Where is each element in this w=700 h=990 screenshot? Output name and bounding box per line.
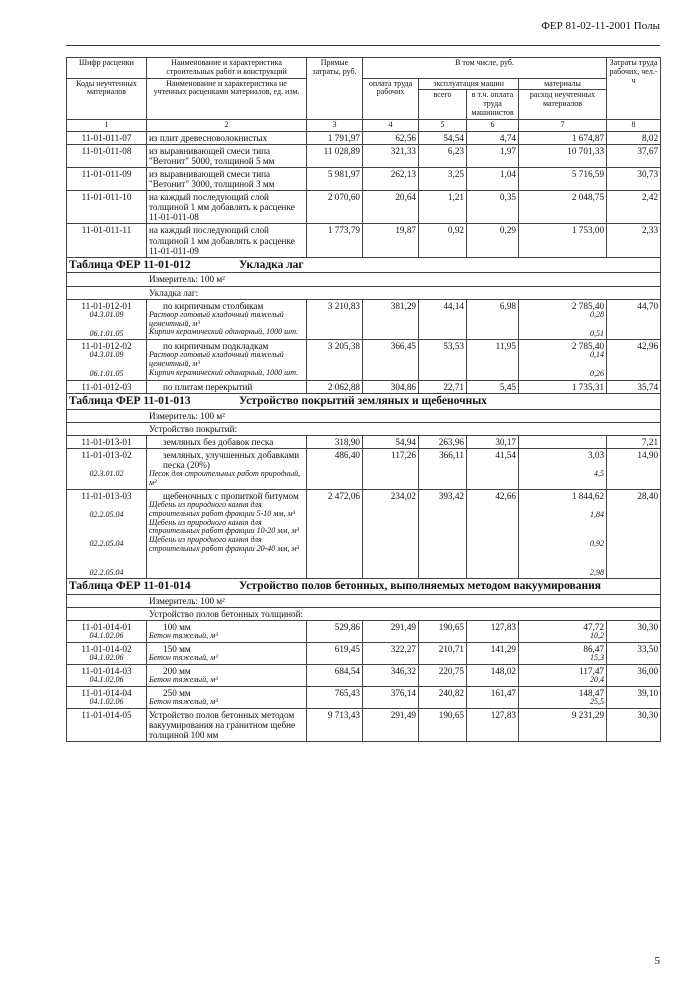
col-name-top: Наименование и характеристика строительных работ и конструкций — [147, 58, 307, 79]
direct-cost: 486,40 — [307, 449, 363, 490]
rate-code: 11-01-013-02 02.3.01.02 — [67, 449, 147, 490]
direct-cost: 2 062,88 — [307, 381, 363, 394]
col-mat-unaccounted: расход неучтенных материалов — [519, 90, 607, 119]
col-labor: оплата труда рабочих — [363, 78, 419, 119]
material-qty: 0,28 — [590, 309, 605, 319]
material-name: Бетон тяжелый, м³ — [149, 631, 218, 641]
table-row — [67, 489, 661, 579]
labor-pay: 376,14 — [363, 687, 419, 709]
labor-cost: 42,96 — [607, 340, 661, 381]
rate-name: на каждый последующий слой толщиной 1 мм добавлять к расценке 11-01-011-09 — [147, 224, 307, 257]
materials: 1 735,31 — [519, 381, 607, 394]
direct-cost: 619,45 — [307, 643, 363, 665]
rate-name: 100 мм Бетон тяжелый, м³ — [147, 621, 307, 643]
rate-code: 11-01-014-02 04.1.02.06 — [67, 643, 147, 665]
table-row — [67, 167, 661, 190]
section-row — [67, 286, 661, 299]
machines-total: 1,21 — [419, 191, 467, 224]
direct-cost: 9 713,43 — [307, 708, 363, 741]
measure-row — [67, 273, 661, 286]
labor-pay: 322,27 — [363, 643, 419, 665]
direct-cost: 11 028,89 — [307, 144, 363, 167]
material-qty: 0,92 — [590, 538, 605, 548]
rate-name: земляных без добавок песка — [147, 436, 307, 449]
labor-pay: 54,94 — [363, 436, 419, 449]
col-incl-drivers: в т.ч. оплата труда машинистов — [467, 90, 519, 119]
materials: 1 674,87 — [519, 131, 607, 144]
material-code: 04.1.02.06 — [89, 697, 124, 707]
material-qty: 2,98 — [590, 567, 605, 577]
drivers-pay: 1,97 — [467, 144, 519, 167]
header-divider — [66, 45, 660, 46]
table-row — [67, 621, 661, 643]
section-row — [67, 422, 661, 435]
rate-name: из выравнивающей смеси типа "Ветонит" 3000, толщиной 3 мм — [147, 167, 307, 190]
machines-total: 53,53 — [419, 340, 467, 381]
labor-pay: 262,13 — [363, 167, 419, 190]
materials: 2 785,40 0,14 0,26 — [519, 340, 607, 381]
col-num: 2 — [147, 119, 307, 131]
rates-table — [66, 57, 661, 742]
materials: 86,47 15,3 — [519, 643, 607, 665]
direct-cost: 765,43 — [307, 687, 363, 709]
rate-name: по плитам перекрытий — [147, 381, 307, 394]
table-row — [67, 144, 661, 167]
measure-row — [67, 595, 661, 608]
material-qty: 4,5 — [594, 469, 605, 479]
col-total: всего — [419, 90, 467, 119]
material-name: Песок для строительных работ природный, м³ — [149, 469, 301, 488]
rate-code: 11-01-011-11 — [67, 224, 147, 257]
material-name: Раствор готовый кладочный тяжелый цементный, м³ — [149, 309, 284, 328]
machines-total: 190,65 — [419, 708, 467, 741]
rate-name: земляных, улучшенных добавками песка (20%) Песок для строительных работ природный, м³ — [147, 449, 307, 490]
labor-pay: 304,86 — [363, 381, 419, 394]
machines-total: 0,92 — [419, 224, 467, 257]
machines-total: 54,54 — [419, 131, 467, 144]
drivers-pay: 6,98 — [467, 299, 519, 340]
labor-pay: 20,64 — [363, 191, 419, 224]
table-heading-row — [67, 579, 661, 595]
labor-cost: 2,42 — [607, 191, 661, 224]
rate-name: 200 мм Бетон тяжелый, м³ — [147, 665, 307, 687]
table-heading — [67, 579, 661, 595]
direct-cost: 2 070,60 — [307, 191, 363, 224]
materials: 10 701,33 — [519, 144, 607, 167]
drivers-pay: 161,47 — [467, 687, 519, 709]
labor-cost: 2,33 — [607, 224, 661, 257]
section-title: Устройство покрытий: — [67, 422, 661, 435]
labor-pay: 346,32 — [363, 665, 419, 687]
material-name: Кирпич керамический одинарный, 1000 шт. — [149, 368, 299, 378]
page-header-title: ФЕР 81-02-11-2001 Полы — [541, 20, 660, 32]
labor-cost: 28,40 — [607, 489, 661, 579]
materials: 5 716,59 — [519, 167, 607, 190]
material-code: 02.2.05.04 — [89, 567, 124, 577]
material-name: Бетон тяжелый, м³ — [149, 697, 218, 707]
labor-cost: 44,70 — [607, 299, 661, 340]
direct-cost: 1 791,97 — [307, 131, 363, 144]
machines-total: 366,11 — [419, 449, 467, 490]
col-num: 4 — [363, 119, 419, 131]
drivers-pay: 127,83 — [467, 708, 519, 741]
col-num: 5 — [419, 119, 467, 131]
material-qty: 10,2 — [590, 631, 605, 641]
col-materials: материалы — [519, 78, 607, 90]
drivers-pay: 1,04 — [467, 167, 519, 190]
labor-cost: 36,00 — [607, 665, 661, 687]
labor-cost: 37,67 — [607, 144, 661, 167]
machines-total: 6,23 — [419, 144, 467, 167]
table-row — [67, 191, 661, 224]
rate-code: 11-01-012-03 — [67, 381, 147, 394]
table-row — [67, 708, 661, 741]
table-title: Устройство полов бетонных, выполняемых методом вакуумирования — [239, 580, 601, 593]
materials: 2 048,75 — [519, 191, 607, 224]
drivers-pay: 11,95 — [467, 340, 519, 381]
rate-name: 250 мм Бетон тяжелый, м³ — [147, 687, 307, 709]
table-row — [67, 381, 661, 394]
direct-cost: 529,86 — [307, 621, 363, 643]
table-row — [67, 643, 661, 665]
machines-total: 3,25 — [419, 167, 467, 190]
labor-pay: 291,49 — [363, 621, 419, 643]
labor-pay: 366,45 — [363, 340, 419, 381]
section-row — [67, 608, 661, 621]
rate-name: по кирпичным столбикам Раствор готовый кладочный тяжелый цементный, м³ Кирпич керамический одинарный, 1000 шт. — [147, 299, 307, 340]
material-name: Щебень из природного камня для строительных работ фракции 10-20 мм, м³ — [149, 517, 300, 536]
table-row — [67, 340, 661, 381]
rate-name: по кирпичным подкладкам Раствор готовый кладочный тяжелый цементный, м³ Кирпич керамический одинарный, 1000 шт. — [147, 340, 307, 381]
rate-code: 11-01-011-08 — [67, 144, 147, 167]
materials: 1 753,00 — [519, 224, 607, 257]
drivers-pay: 141,29 — [467, 643, 519, 665]
col-machines: эксплуатация машин — [419, 78, 519, 90]
machines-total: 210,71 — [419, 643, 467, 665]
table-label: Таблица ФЕР 11-01-014 — [69, 580, 191, 593]
col-num: 6 — [467, 119, 519, 131]
col-labor-cost: Затраты труда рабочих, чел.-ч — [607, 58, 661, 120]
col-incl: В том числе, руб. — [363, 58, 607, 79]
material-qty: 1,84 — [590, 510, 605, 520]
rate-code: 11-01-014-05 — [67, 708, 147, 741]
labor-cost: 39,10 — [607, 687, 661, 709]
rate-code: 11-01-012-01 04.3.01.09 06.1.01.05 — [67, 299, 147, 340]
page-number: 5 — [654, 955, 660, 967]
rate-code: 11-01-013-03 02.2.05.04 02.2.05.04 02.2.05.04 — [67, 489, 147, 579]
material-code: 06.1.01.05 — [89, 369, 124, 379]
labor-pay: 291,49 — [363, 708, 419, 741]
material-name: Кирпич керамический одинарный, 1000 шт. — [149, 327, 299, 337]
col-num: 3 — [307, 119, 363, 131]
table-title: Устройство покрытий земляных и щебеночных — [239, 395, 487, 408]
machines-total: 220,75 — [419, 665, 467, 687]
table-heading-row — [67, 257, 661, 273]
col-code-top: Шифр расценки — [67, 58, 147, 79]
materials — [519, 436, 607, 449]
material-qty: 0,51 — [590, 328, 605, 338]
col-num: 1 — [67, 119, 147, 131]
col-num: 7 — [519, 119, 607, 131]
col-direct: Прямые затраты, руб. — [307, 58, 363, 120]
drivers-pay: 41,54 — [467, 449, 519, 490]
direct-cost: 3 205,38 — [307, 340, 363, 381]
column-number-row — [67, 119, 661, 131]
rate-code: 11-01-011-09 — [67, 167, 147, 190]
material-name: Раствор готовый кладочный тяжелый цементный, м³ — [149, 350, 284, 369]
rate-code: 11-01-011-07 — [67, 131, 147, 144]
table-row — [67, 224, 661, 257]
drivers-pay: 4,74 — [467, 131, 519, 144]
materials: 47,72 10,2 — [519, 621, 607, 643]
rate-code: 11-01-014-03 04.1.02.06 — [67, 665, 147, 687]
measure-unit: Измеритель: 100 м² — [67, 595, 661, 608]
material-qty: 0,14 — [590, 350, 605, 360]
table-row — [67, 449, 661, 490]
material-code: 04.1.02.06 — [89, 653, 124, 663]
material-code: 04.3.01.09 — [89, 309, 124, 319]
labor-cost: 7,21 — [607, 436, 661, 449]
materials: 3,03 4,5 — [519, 449, 607, 490]
rate-code: 11-01-013-01 — [67, 436, 147, 449]
material-name: Щебень из природного камня для строительных работ фракции 20-40 мм, м³ — [149, 535, 300, 554]
materials: 2 785,40 0,28 0,51 — [519, 299, 607, 340]
rate-code: 11-01-014-04 04.1.02.06 — [67, 687, 147, 709]
drivers-pay: 5,45 — [467, 381, 519, 394]
drivers-pay: 42,66 — [467, 489, 519, 579]
labor-pay: 321,33 — [363, 144, 419, 167]
direct-cost: 318,90 — [307, 436, 363, 449]
rate-code: 11-01-014-01 04.1.02.06 — [67, 621, 147, 643]
measure-unit: Измеритель: 100 м² — [67, 409, 661, 422]
labor-pay: 62,56 — [363, 131, 419, 144]
labor-cost: 35,74 — [607, 381, 661, 394]
material-name: Бетон тяжелый, м³ — [149, 653, 218, 663]
materials: 117,47 20,4 — [519, 665, 607, 687]
col-code-bottom: Коды неучтенных материалов — [67, 78, 147, 119]
section-title: Устройство полов бетонных толщиной: — [67, 608, 661, 621]
material-name: Бетон тяжелый, м³ — [149, 675, 218, 685]
measure-unit: Измеритель: 100 м² — [67, 273, 661, 286]
machines-total: 22,71 — [419, 381, 467, 394]
drivers-pay: 127,83 — [467, 621, 519, 643]
material-code: 02.3.01.02 — [89, 469, 124, 479]
measure-row — [67, 409, 661, 422]
machines-total: 44,14 — [419, 299, 467, 340]
table-row — [67, 299, 661, 340]
material-code: 04.1.02.06 — [89, 631, 124, 641]
material-qty: 0,26 — [590, 369, 605, 379]
material-code: 04.3.01.09 — [89, 350, 124, 360]
rate-name: Устройство полов бетонных методом вакуумирования на гранитном щебне толщиной 100 мм — [147, 708, 307, 741]
material-code: 04.1.02.06 — [89, 675, 124, 685]
labor-pay: 117,26 — [363, 449, 419, 490]
section-title: Укладка лаг: — [67, 286, 661, 299]
table-row — [67, 436, 661, 449]
machines-total: 190,65 — [419, 621, 467, 643]
material-code: 02.2.05.04 — [89, 510, 124, 520]
labor-cost: 8,02 — [607, 131, 661, 144]
drivers-pay: 0,29 — [467, 224, 519, 257]
rate-name: щебеночных с пропиткой битумом Щебень из природного камня для строительных работ фракции 5-10 мм, м³ Щебень из природного камня для строительных работ фракции 10-20 мм, м³ Щебень из природного камня для строительных работ фракции 20-40 мм, м³ — [147, 489, 307, 579]
material-name: Щебень из природного камня для строительных работ фракции 5-10 мм, м³ — [149, 500, 296, 518]
labor-cost: 30,73 — [607, 167, 661, 190]
material-qty: 20,4 — [590, 675, 605, 685]
table-row — [67, 687, 661, 709]
materials: 148,47 25,5 — [519, 687, 607, 709]
labor-cost: 30,30 — [607, 708, 661, 741]
labor-cost: 14,90 — [607, 449, 661, 490]
drivers-pay: 30,17 — [467, 436, 519, 449]
col-name-bottom: Наименование и характеристика не учтенных расценками материалов, ед. изм. — [147, 78, 307, 119]
rate-name: из выравнивающей смеси типа "Ветонит" 5000, толщиной 5 мм — [147, 144, 307, 167]
labor-pay: 19,87 — [363, 224, 419, 257]
labor-cost: 30,30 — [607, 621, 661, 643]
direct-cost: 1 773,79 — [307, 224, 363, 257]
direct-cost: 684,54 — [307, 665, 363, 687]
table-heading-row — [67, 394, 661, 410]
table-label: Таблица ФЕР 11-01-012 — [69, 258, 191, 271]
table-row — [67, 665, 661, 687]
rate-name: 150 мм Бетон тяжелый, м³ — [147, 643, 307, 665]
material-qty: 25,5 — [590, 697, 605, 707]
machines-total: 393,42 — [419, 489, 467, 579]
table-title: Укладка лаг — [239, 258, 304, 271]
direct-cost: 3 210,83 — [307, 299, 363, 340]
labor-cost: 33,50 — [607, 643, 661, 665]
header-row — [67, 78, 661, 90]
materials: 1 844,62 1,84 0,92 2,98 — [519, 489, 607, 579]
drivers-pay: 0,35 — [467, 191, 519, 224]
col-num: 8 — [607, 119, 661, 131]
material-code: 02.2.05.04 — [89, 538, 124, 548]
machines-total: 263,96 — [419, 436, 467, 449]
table-heading — [67, 257, 661, 273]
direct-cost: 5 981,97 — [307, 167, 363, 190]
table-heading — [67, 394, 661, 410]
table-label: Таблица ФЕР 11-01-013 — [69, 395, 191, 408]
rate-name: из плит древесноволокнистых — [147, 131, 307, 144]
rate-code: 11-01-011-10 — [67, 191, 147, 224]
labor-pay: 381,29 — [363, 299, 419, 340]
material-code: 06.1.01.05 — [89, 328, 124, 338]
table-row — [67, 131, 661, 144]
material-qty: 15,3 — [590, 653, 605, 663]
rate-code: 11-01-012-02 04.3.01.09 06.1.01.05 — [67, 340, 147, 381]
materials: 9 231,29 — [519, 708, 607, 741]
machines-total: 240,82 — [419, 687, 467, 709]
rate-name: на каждый последующий слой толщиной 1 мм добавлять к расценке 11-01-011-08 — [147, 191, 307, 224]
direct-cost: 2 472,06 — [307, 489, 363, 579]
labor-pay: 234,02 — [363, 489, 419, 579]
drivers-pay: 148,02 — [467, 665, 519, 687]
